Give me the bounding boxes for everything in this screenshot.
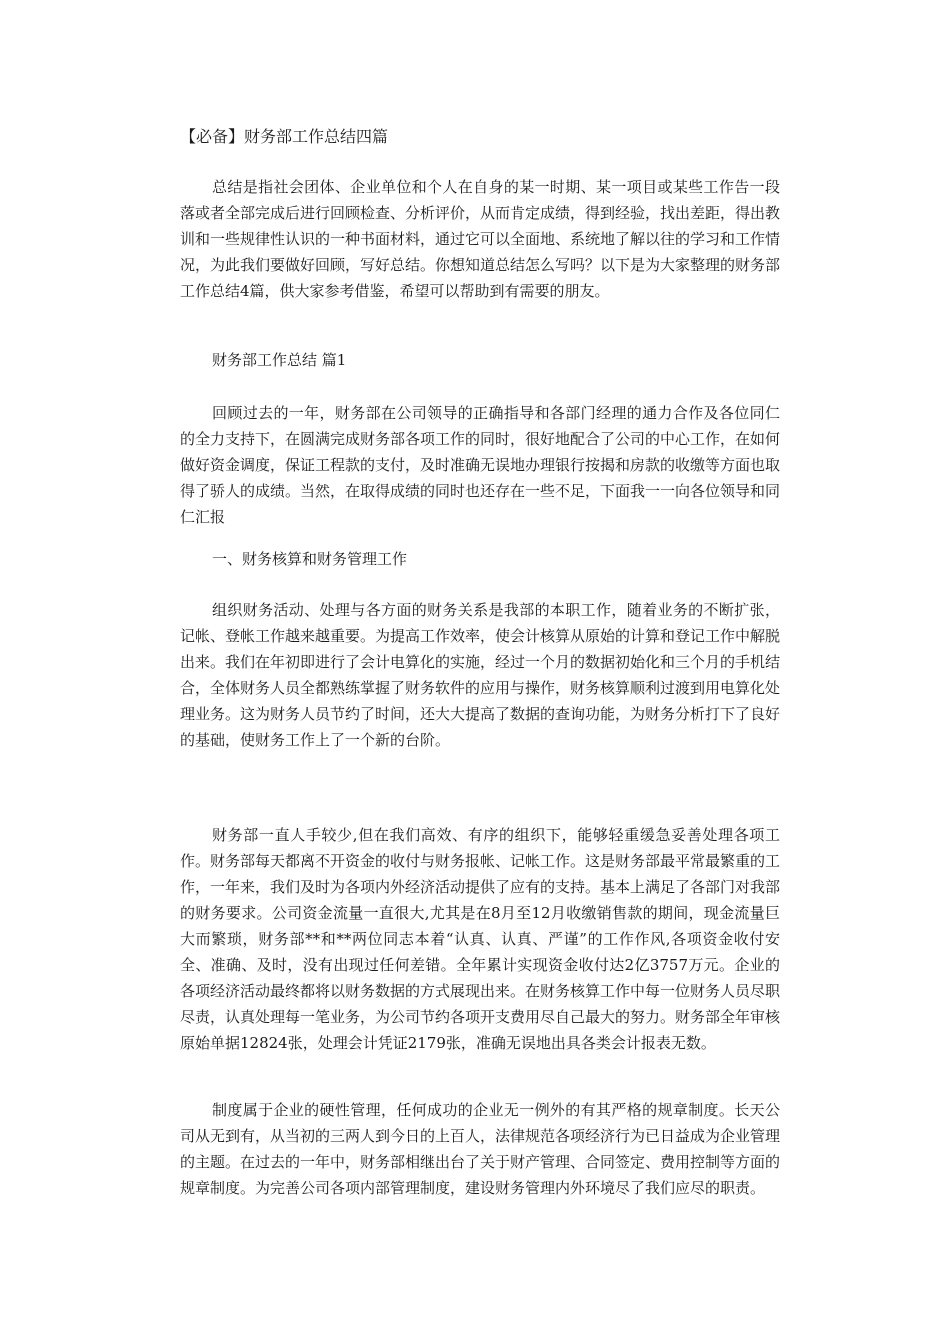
review-paragraph: 回顾过去的一年，财务部在公司领导的正确指导和各部门经理的通力合作及各位同仁的全力支持下，在圆满完成财务部各项工作的同时，很好地配合了公司的中心工作，在如何做好资金调度，保证工程款的支付，及时准确无误地办理银行按揭和房款的收缴等方面也取得了骄人的成绩。当然，在取得成绩的同时也还存在一些不足，下面我一一向各位领导和同仁汇报 [180, 404, 781, 526]
intro-paragraph: 总结是指社会团体、企业单位和个人在自身的某一时期、某一项目或某些工作告一段落或者全部完成后进行回顾检查、分析评价，从而肯定成绩，得到经验，找出差距，得出教训和一些规律性认识的一种书面材料，通过它可以全面地、系统地了解以往的学习和工作情况，为此我们要做好回顾，写好总结。你想知道总结怎么写吗？以下是为大家整理的财务部工作总结4篇，供大家参考借鉴，希望可以帮助到有需要的朋友。 [180, 178, 781, 300]
document-title: 【必备】财务部工作总结四篇 [180, 127, 389, 146]
accounting-paragraph: 组织财务活动、处理与各方面的财务关系是我部的本职工作，随着业务的不断扩张，记帐、登帐工作越来越重要。为提高工作效率，使会计核算从原始的计算和登记工作中解脱出来。我们在年初即进行了会计电算化的实施，经过一个月的数据初始化和三个月的手机结合，全体财务人员全都熟练掌握了财务软件的应用与操作，财务核算顺利过渡到用电算化处理业务。这为财务人员节约了时间，还大大提高了数据的查询功能，为财务分析打下了良好的基础，使财务工作上了一个新的台阶。 [180, 601, 781, 749]
subsection-heading: 一、财务核算和财务管理工作 [212, 550, 408, 568]
section-heading: 财务部工作总结 篇1 [212, 351, 347, 369]
staff-paragraph: 财务部一直人手较少,但在我们高效、有序的组织下，能够轻重缓急妥善处理各项工作。财务部每天都离不开资金的收付与财务报帐、记帐工作。这是财务部最平常最繁重的工作，一年来，我们及时为各项内外经济活动提供了应有的支持。基本上满足了各部门对我部的财务要求。公司资金流量一直很大,尤其是在8月至12月收缴销售款的期间，现金流量巨大而繁琐，财务部**和**两位同志本着“认真、认真、严谨”的工作作风,各项资金收付安全、准确、及时，没有出现过任何差错。全年累计实现资金收付达2亿3757万元。企业的各项经济活动最终都将以财务数据的方式展现出来。在财务核算工作中每一位财务人员尽职尽责，认真处理每一笔业务，为公司节约各项开支费用尽自己最大的努力。财务部全年审核原始单据12824张，处理会计凭证2179张，准确无误地出具各类会计报表无数。 [180, 826, 781, 1052]
rules-paragraph: 制度属于企业的硬性管理，任何成功的企业无一例外的有其严格的规章制度。长天公司从无到有，从当初的三两人到今日的上百人，法律规范各项经济行为已日益成为企业管理的主题。在过去的一年中，财务部相继出台了关于财产管理、合同签定、费用控制等方面的规章制度。为完善公司各项内部管理制度，建设财务管理内外环境尽了我们应尽的职责。 [180, 1101, 781, 1197]
